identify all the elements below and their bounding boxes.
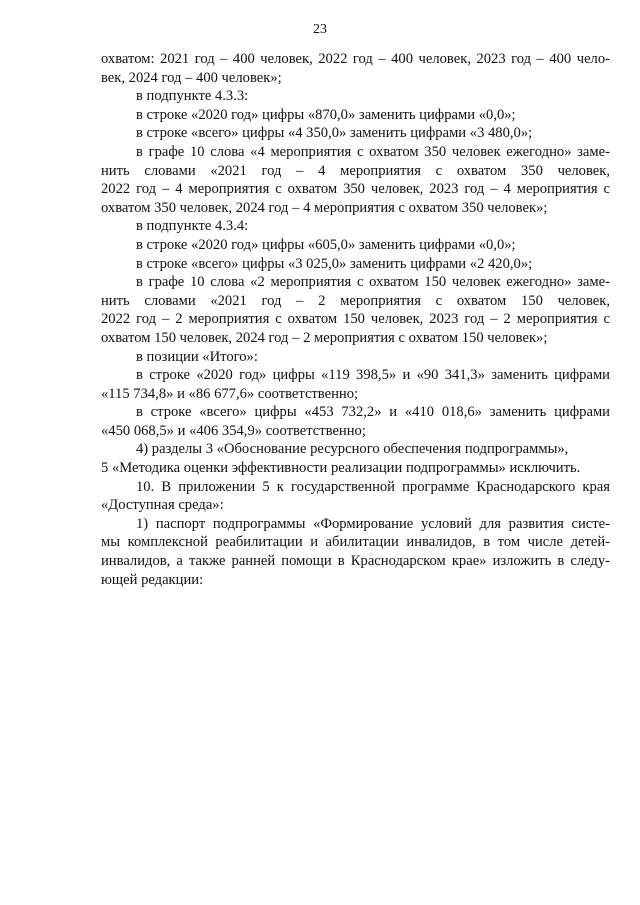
text-line: 2022 год – 4 мероприятия с охватом 350 человек, 2023 год – 4 мероприятия с [101,181,610,198]
text-line: 5 «Методика оценки эффективности реализации подпрограммы» исключить. [101,460,581,477]
text-line: «115 734,8» и «86 677,6» соответственно; [101,385,359,402]
text-line: в строке «2020 год» цифры «605,0» заменить цифрами «0,0»; [136,236,516,253]
text-line: в позиции «Итого»: [136,348,258,365]
text-line: 10. В приложении 5 к государственной программе Краснодарского края [136,478,610,495]
text-line: в графе 10 слова «4 мероприятия с охватом 350 человек ежегодно» заме- [136,143,610,160]
text-line: охватом 350 человек, 2024 год – 4 мероприятия с охватом 350 человек»; [101,199,548,216]
text-line: инвалидов, а также ранней помощи в Краснодарском крае» изложить в следу- [101,553,610,570]
text-line: век, 2024 год – 400 человек»; [101,69,282,86]
text-line: в строке «2020 год» цифры «119 398,5» и «90 341,3» заменить цифрами [136,367,610,384]
text-line: «Доступная среда»: [101,497,224,514]
text-line: 1) паспорт подпрограммы «Формирование условий для развития систе- [136,515,610,532]
text-line: в подпункте 4.3.3: [136,88,249,105]
text-line: в строке «всего» цифры «3 025,0» заменить цифрами «2 420,0»; [136,255,533,272]
text-line: «450 068,5» и «406 354,9» соответственно; [101,422,366,439]
text-line: охватом: 2021 год – 400 человек, 2022 год – 400 человек, 2023 год – 400 чело- [101,51,610,67]
text-line: нить словами «2021 год – 4 мероприятия с охватом 350 человек, [101,162,610,179]
text-line: ющей редакции: [101,571,204,588]
text-line: в подпункте 4.3.4: [136,218,249,235]
text-line: мы комплексной реабилитации и абилитации инвалидов, в том числе детей- [101,534,610,551]
text-line: охватом 150 человек, 2024 год – 2 мероприятия с охватом 150 человек»; [101,329,548,346]
text-line: в строке «всего» цифры «453 732,2» и «410 018,6» заменить цифрами [136,404,610,421]
text-line: 4) разделы 3 «Обоснование ресурсного обеспечения подпрограммы», [136,441,569,458]
text-line: 2022 год – 2 мероприятия с охватом 150 человек, 2023 год – 2 мероприятия с [101,311,610,328]
document-body [101,50,610,589]
text-line: в строке «2020 год» цифры «870,0» заменить цифрами «0,0»; [136,106,516,123]
text-line: в строке «всего» цифры «4 350,0» заменить цифрами «3 480,0»; [136,125,533,142]
text-line: в графе 10 слова «2 мероприятия с охватом 150 человек ежегодно» заме- [136,274,610,291]
text-line: нить словами «2021 год – 2 мероприятия с охватом 150 человек, [101,292,610,309]
page-number: 23 [313,22,327,37]
